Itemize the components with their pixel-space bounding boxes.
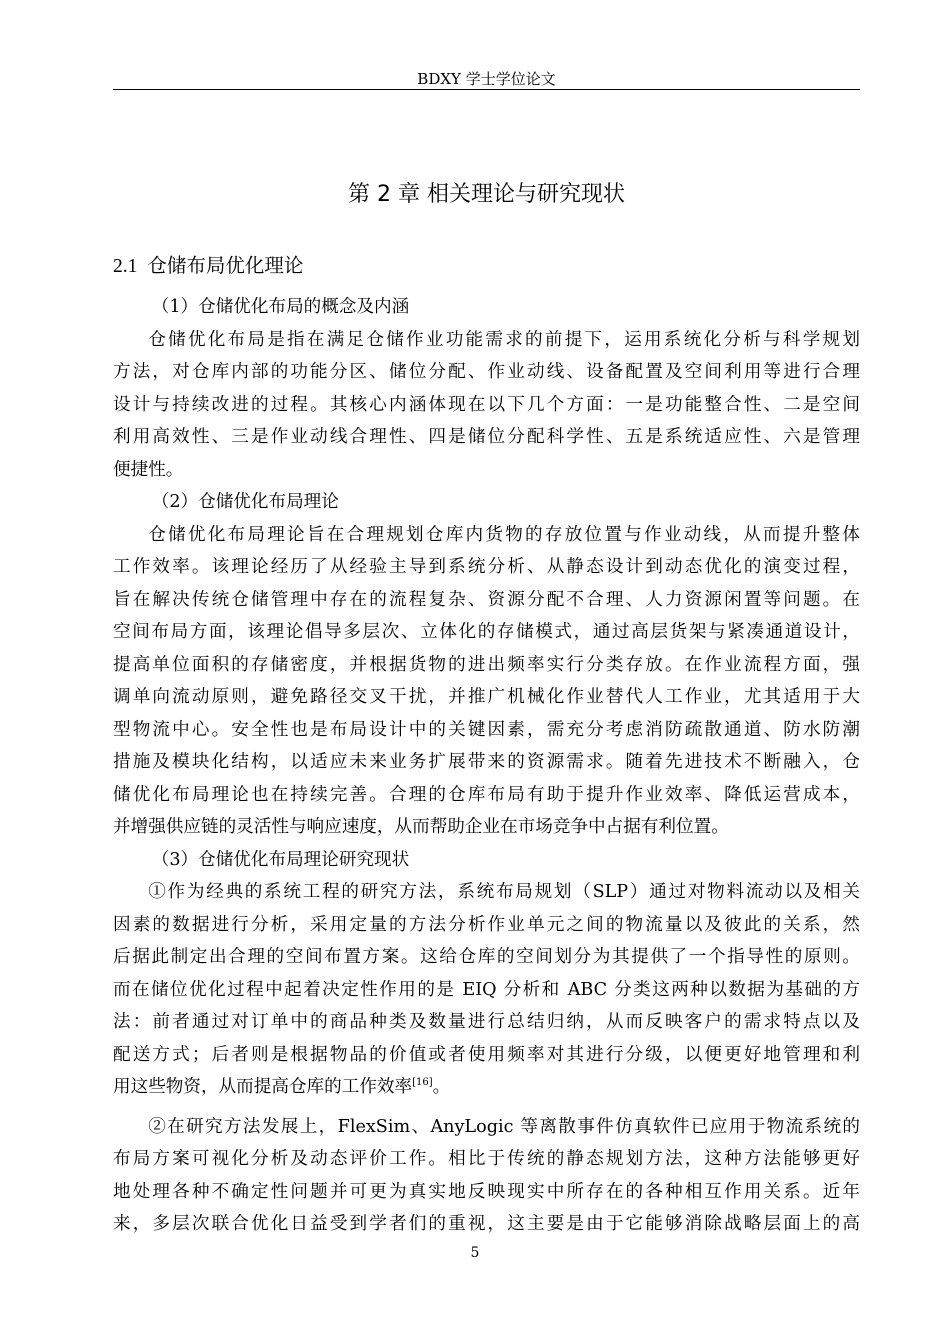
paragraph-line: 后据此制定出合理的空间布置方案。这给仓库的空间划分为其提供了一个指导性的原则。 — [113, 947, 860, 967]
chapter-title: 第 2 章 相关理论与研究现状 — [348, 182, 625, 207]
paragraph-line: 仓储优化布局是指在满足仓储作业功能需求的前提下，运用系统化分析与科学规划 — [148, 329, 860, 350]
paragraph-line: 旨在解决传统仓储管理中存在的流程复杂、资源分配不合理、人力资源闲置等问题。在 — [113, 589, 860, 610]
paragraph-line: 来，多层次联合优化日益受到学者们的重视，这主要是由于它能够消除战略层面上的高 — [113, 1214, 860, 1234]
paragraph-1 — [113, 324, 860, 487]
paragraph-line: 仓储优化布局理论旨在合理规划仓库内货物的存放位置与作业动线，从而提升整体 — [148, 524, 860, 545]
section-title: 仓储布局优化理论 — [147, 254, 304, 277]
paragraph-line: 方法，对仓库内部的功能分区、储位分配、作业动线、设备配置及空间利用等进行合理 — [113, 362, 860, 382]
paragraph-line: 措施及模块化结构，以适应未来业务扩展带来的资源需求。随着先进技术不断融入，仓 — [113, 752, 860, 772]
paragraph-line: 便捷性。 — [113, 459, 184, 480]
paragraph-line: 利用高效性、三是作业动线合理性、四是储位分配科学性、五是系统适应性、六是管理 — [113, 427, 860, 447]
paragraph-line: 因素的数据进行分析，采用定量的方法分析作业单元之间的物流量以及彼此的关系，然 — [113, 914, 860, 935]
paragraph-line: ②在研究方法发展上，FlexSim、AnyLogic 等离散事件仿真软件已应用于物流系统的 — [148, 1116, 860, 1137]
paragraph-4 — [113, 1111, 860, 1241]
subheading-1: （1）仓储优化布局的概念及内涵 — [151, 297, 410, 317]
paragraph-3 — [113, 876, 860, 1104]
paragraph-line: 法：前者通过对订单中的商品种类及数量进行总结归纳，从而反映客户的需求特点以及 — [113, 1012, 860, 1032]
paragraph-line: ①作为经典的系统工程的研究方法，系统布局规划（SLP）通过对物料流动以及相关 — [148, 882, 860, 902]
paragraph-line: 布局方案可视化分析及动态评价工作。相比于传统的静态规划方法，这种方法能够更好 — [113, 1149, 860, 1169]
paragraph-line: 型物流中心。安全性也是布局设计中的关键因素，需充分考虑消防疏散通道、防水防潮 — [113, 719, 860, 740]
paragraph-line: 空间布局方面，该理论倡导多层次、立体化的存储模式，通过高层货架与紧凑通道设计， — [113, 622, 860, 642]
paragraph-line-end: 。 — [432, 1077, 451, 1097]
paragraph-line-text: 用这些物资，从而提高仓库的工作效率 — [113, 1077, 413, 1097]
subheading-2: （2）仓储优化布局理论 — [151, 492, 339, 512]
paragraph-line: 配送方式；后者则是根据物品的价值或者使用频率对其进行分级，以便更好地管理和利 — [113, 1044, 860, 1065]
paragraph-line: 设计与持续改进的过程。其核心内涵体现在以下几个方面：一是功能整合性、二是空间 — [113, 394, 860, 415]
citation-ref[interactable]: [16] — [412, 1077, 433, 1088]
paragraph-2 — [113, 519, 860, 844]
paragraph-line: 而在储位优化过程中起着决定性作用的是 EIQ 分析和 ABC 分类这两种以数据为基础的方 — [113, 979, 860, 1000]
body-text — [113, 291, 860, 1241]
section-heading — [113, 252, 303, 281]
paragraph-line: 调单向流动原则，避免路径交叉干扰，并推广机械化作业替代人工作业，尤其适用于大 — [113, 687, 860, 707]
page-number: 5 — [470, 1245, 480, 1261]
subheading-3: （3）仓储优化布局理论研究现状 — [151, 849, 410, 870]
paragraph-line: 地处理各种不确定性问题并可更为真实地反映现实中所存在的各种相互作用关系。近年 — [113, 1181, 860, 1202]
paragraph-line: 工作效率。该理论经历了从经验主导到系统分析、从静态设计到动态优化的演变过程， — [113, 557, 860, 577]
section-number: 2.1 — [113, 256, 138, 277]
header-rule — [113, 89, 860, 90]
paragraph-line: 并增强供应链的灵活性与响应速度，从而帮助企业在市场竞争中占据有利位置。 — [113, 817, 729, 837]
paragraph-line: 储优化布局理论也在持续完善。合理的仓库布局有助于提升作业效率、降低运营成本， — [113, 784, 860, 805]
running-header: BDXY 学士学位论文 — [417, 70, 556, 88]
paragraph-line: 提高单位面积的存储密度，并根据货物的进出频率实行分类存放。在作业流程方面，强 — [113, 654, 860, 675]
paragraph-line-with-citation — [113, 1071, 860, 1104]
